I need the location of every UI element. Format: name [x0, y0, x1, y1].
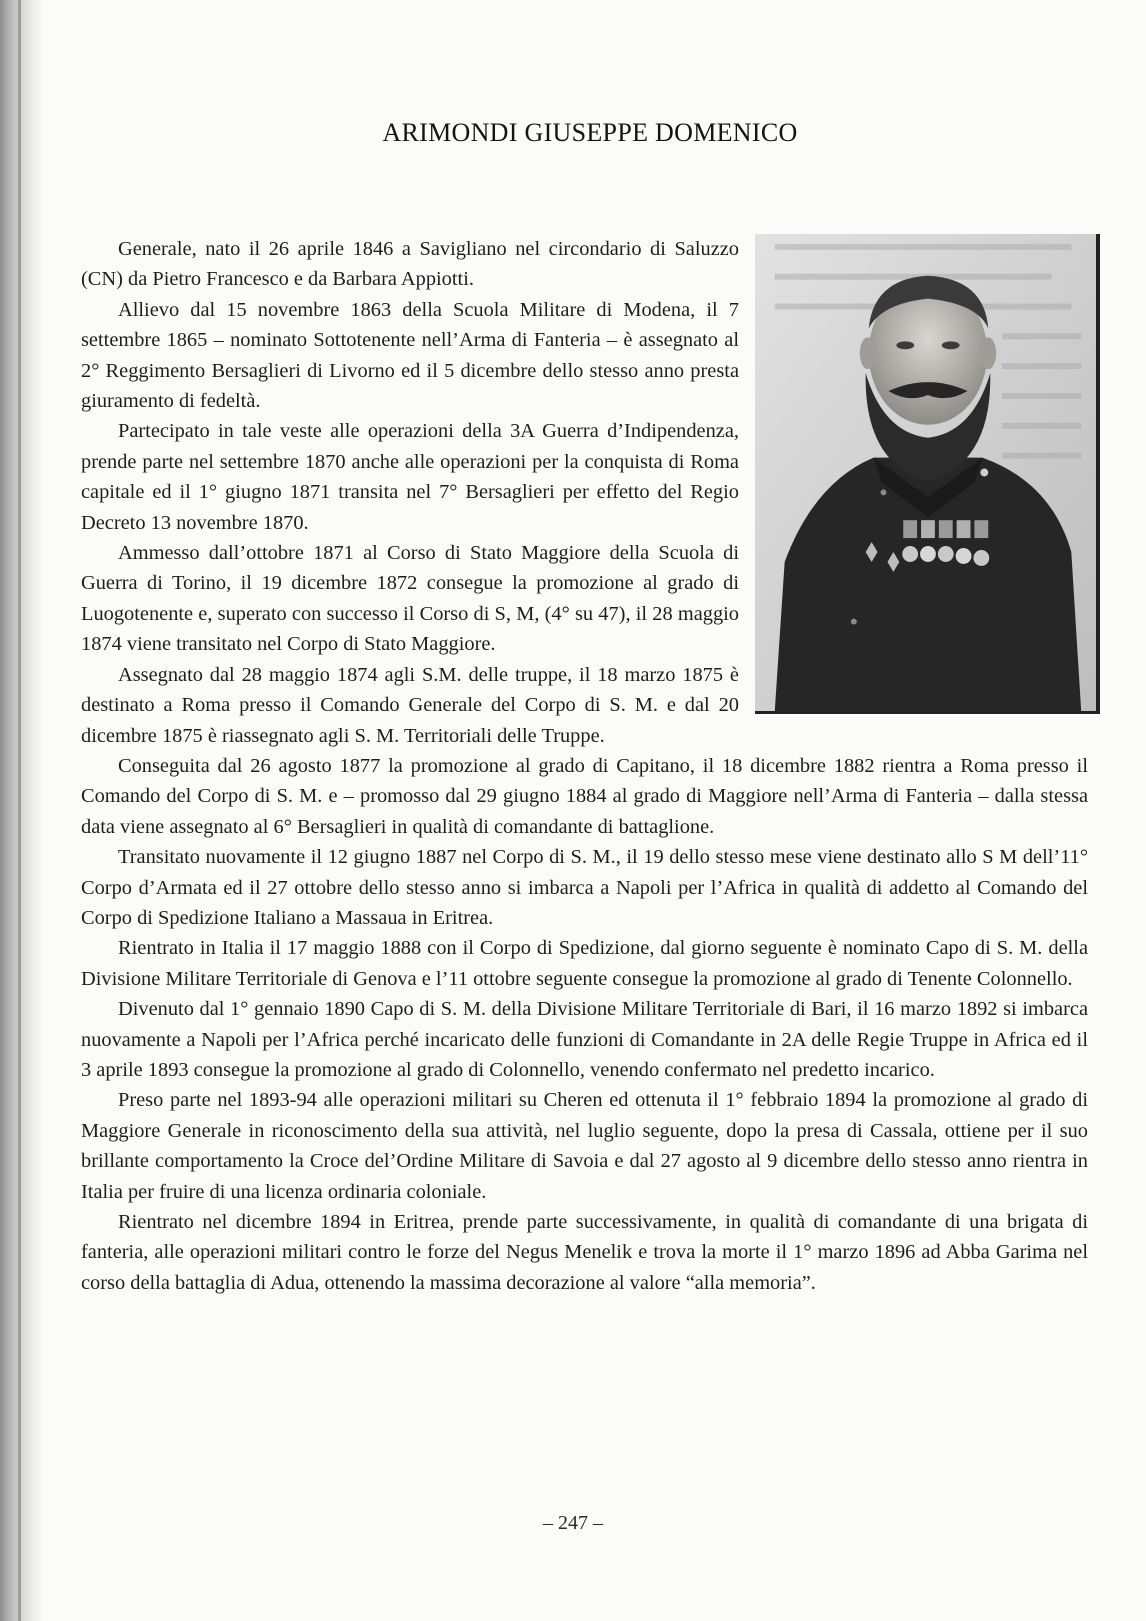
portrait-photo: [755, 234, 1100, 714]
paragraph-9: Divenuto dal 1° gennaio 1890 Capo di S. M. della Divisione Militare Territoriale di Bari, il 16 marzo 1892 si imbarca nuovamente a Napoli per l’Africa perché incaricato delle funzioni di Comandante in 2A delle Regie Truppe in Africa ed il 3 aprile 1893 consegue la promozione al grado di Colonnello, venendo confermato nel predetto incarico.: [81, 998, 1088, 1081]
paragraph-1: Generale, nato il 26 aprile 1846 a Savigliano nel circondario di Saluzzo (CN) da Pietro Francesco e da Barbara Appiotti.: [81, 238, 739, 291]
paragraph-10: Preso parte nel 1893-94 alle operazioni militari su Cheren ed ottenuta il 1° febbraio 1894 la promozione al grado di Maggiore Generale in riconoscimento della sua attività, nel luglio seguente, dopo la presa di Cassala, ottiene per il suo brillante comportamento la Croce del’Ordine Militare di Savoia e dal 27 agosto al 9 dicembre dello stesso anno rientra in Italia per fruire di una licenza ordinaria coloniale.: [81, 1089, 1088, 1203]
paragraph-5: Assegnato dal 28 maggio 1874 agli S.M. delle truppe, il 18 marzo 1875 è destinato a Roma presso il Comando Generale del Corpo di S. M. e dal 20 dicembre 1875 è riassegnato agli S. M. Territoriali delle Truppe.: [81, 663, 739, 747]
portrait-illustration: [755, 234, 1096, 711]
page-title: ARIMONDI GIUSEPPE DOMENICO: [382, 118, 798, 147]
paragraph-3: Partecipato in tale veste alle operazioni della 3A Guerra d’Indipendenza, prende parte nel settembre 1870 anche alle operazioni per la conquista di Roma capitale ed il 1° giugno 1871 transita nel 7° Bersaglieri per effetto del Regio Decreto 13 novembre 1870.: [81, 420, 739, 534]
page-binding-shadow: [0, 0, 44, 1621]
paragraph-8: Rientrato in Italia il 17 maggio 1888 con il Corpo di Spedizione, dal giorno seguente è nominato Capo di S. M. della Divisione Militare Territoriale di Genova e l’11 ottobre seguente consegue la promozione al grado di Tenente Colonnello.: [81, 937, 1088, 990]
page-binding-edge: [18, 0, 21, 1621]
biography-text: [81, 234, 1088, 1298]
paragraph-2: Allievo dal 15 novembre 1863 della Scuola Militare di Modena, il 7 settembre 1865 – nominato Sottotenente nell’Arma di Fanteria – è assegnato al 2° Reggimento Bersaglieri di Livorno ed il 5 dicembre dello stesso anno presta giuramento di fedeltà.: [81, 298, 739, 413]
paragraph-7: Transitato nuovamente il 12 giugno 1887 nel Corpo di S. M., il 19 dello stesso mese viene destinato allo S M dell’11° Corpo d’Armata ed il 27 ottobre dello stesso anno si imbarca a Napoli per l’Africa in qualità di addetto al Comando del Corpo di Spedizione Italiano a Massaua in Eritrea.: [81, 846, 1088, 929]
paragraph-6: Conseguita dal 26 agosto 1877 la promozione al grado di Capitano, il 18 dicembre 1882 rientra a Roma presso il Comando del Corpo di S. M. e – promosso dal 29 giugno 1884 al grado di Maggiore nell’Arma di Fanteria – dalla stessa data viene assegnato al 6° Bersaglieri in qualità di comandante di battaglione.: [81, 754, 1088, 838]
paragraph-4: Ammesso dall’ottobre 1871 al Corso di Stato Maggiore della Scuola di Guerra di Torino, il 19 dicembre 1872 consegue la promozione al grado di Luogotenente e, superato con successo il Corso di S, M, (4° su 47), il 28 maggio 1874 viene transitato nel Corpo di Stato Maggiore.: [81, 542, 739, 656]
paragraph-11: Rientrato nel dicembre 1894 in Eritrea, prende parte successivamente, in qualità di comandante di una brigata di fanteria, alle operazioni militari contro le forze del Negus Menelik e trova la morte il 1° marzo 1896 ad Abba Garima nel corso della battaglia di Adua, ottenendo la massima decorazione al valore “alla memoria”.: [81, 1211, 1088, 1294]
page-number: – 247 –: [543, 1512, 603, 1534]
